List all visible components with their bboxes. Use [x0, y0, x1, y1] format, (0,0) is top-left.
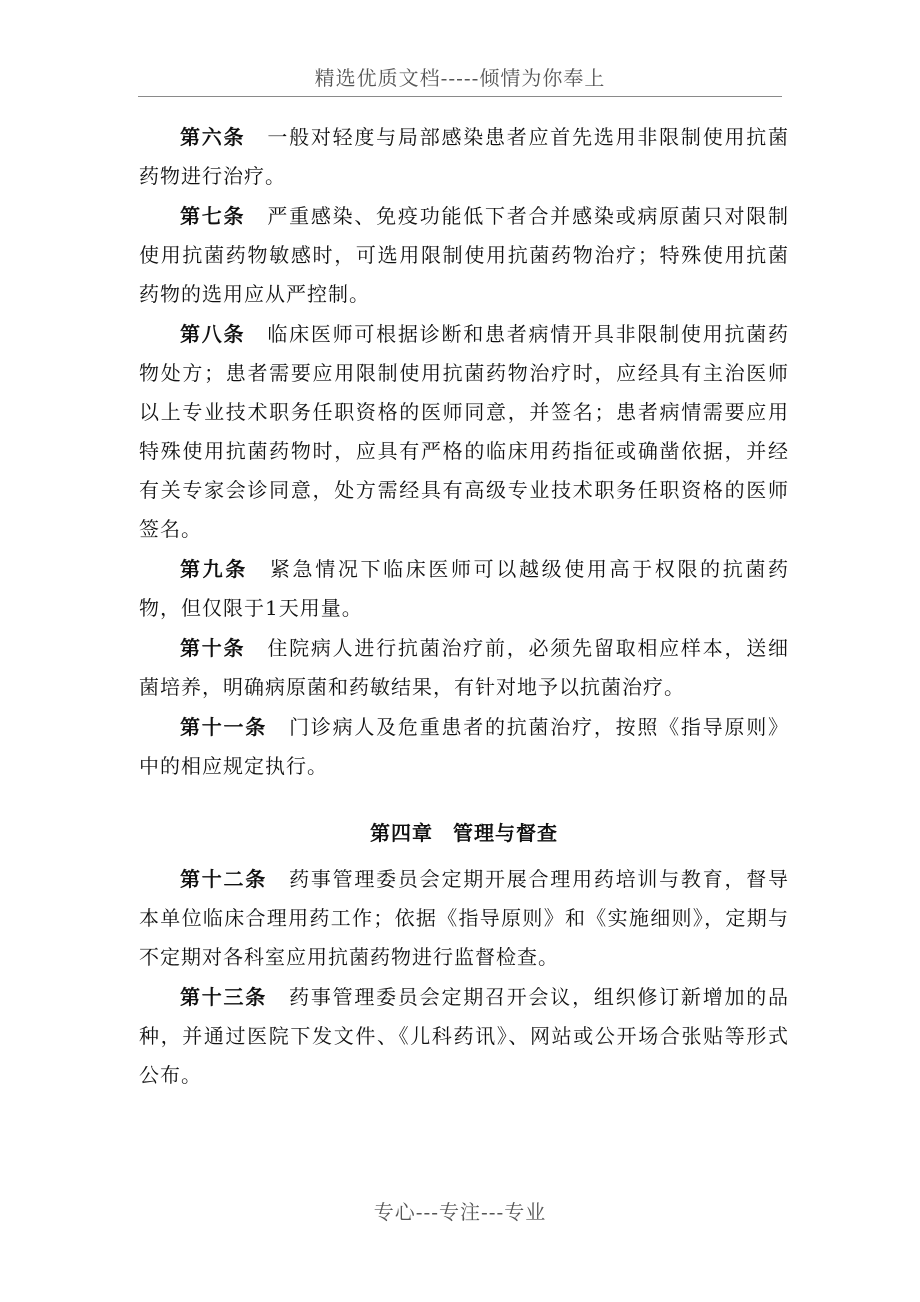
article-text: 门诊病人及危重患者的抗菌治疗，按照《指导原则》中的相应规定执行。: [139, 715, 790, 778]
chapter-title: 管理与督查: [453, 821, 558, 845]
article-10: [139, 629, 789, 707]
article-text: 药事管理委员会定期召开会议，组织修订新增加的品种，并通过医院下发文件、《儿科药讯》、网站或公开场合张贴等形式公布。: [139, 985, 790, 1087]
article-text: 临床医师可根据诊断和患者病情开具非限制使用抗菌药物处方；患者需要应用限制使用抗菌药物治疗时，应经具有主治医师以上专业技术职务任职资格的医师同意，并签名；患者病情需要应用特殊使用抗菌药物时，应具有严格的临床用药指征或确凿依据，并经有关专家会诊同意，处方需经具有高级专业技术职务任职资格的医师签名。: [139, 322, 790, 541]
article-8: [139, 315, 789, 549]
article-9: [139, 550, 789, 628]
article-7: [139, 197, 789, 314]
article-text: 严重感染、免疫功能低下者合并感染或病原菌只对限制使用抗菌药物敏感时，可选用限制使用抗菌药物治疗；特殊使用抗菌药物的选用应从严控制。: [139, 204, 790, 306]
article-12: [139, 860, 789, 977]
article-text: 一般对轻度与局部感染患者应首先选用非限制使用抗菌药物进行治疗。: [139, 125, 790, 188]
chapter-number: 第四章: [370, 821, 433, 845]
article-label: 第九条: [180, 557, 248, 581]
article-text: 紧急情况下临床医师可以越级使用高于权限的抗菌药物，但仅限于1天用量。: [139, 557, 790, 620]
article-label: 第十条: [180, 636, 246, 660]
document-body: [139, 118, 789, 1095]
article-text: 住院病人进行抗菌治疗前，必须先留取相应样本，送细菌培养，明确病原菌和药敏结果，有针对地予以抗菌治疗。: [139, 636, 790, 699]
header-divider: [138, 96, 782, 97]
article-label: 第七条: [180, 204, 246, 228]
article-label: 第六条: [180, 125, 246, 149]
article-label: 第十一条: [180, 715, 268, 739]
article-label: 第十二条: [180, 867, 268, 891]
chapter-heading: [139, 818, 789, 848]
page-header: 精选优质文档-----倾情为你奉上: [314, 66, 606, 90]
article-label: 第八条: [180, 322, 246, 346]
article-11: [139, 708, 789, 786]
article-13: [139, 978, 789, 1095]
page-footer: 专心---专注---专业: [373, 1200, 547, 1224]
article-text: 药事管理委员会定期开展合理用药培训与教育，督导本单位临床合理用药工作；依据《指导原则》和《实施细则》，定期与不定期对各科室应用抗菌药物进行监督检查。: [139, 867, 790, 969]
article-label: 第十三条: [180, 985, 268, 1009]
article-6: [139, 118, 789, 196]
